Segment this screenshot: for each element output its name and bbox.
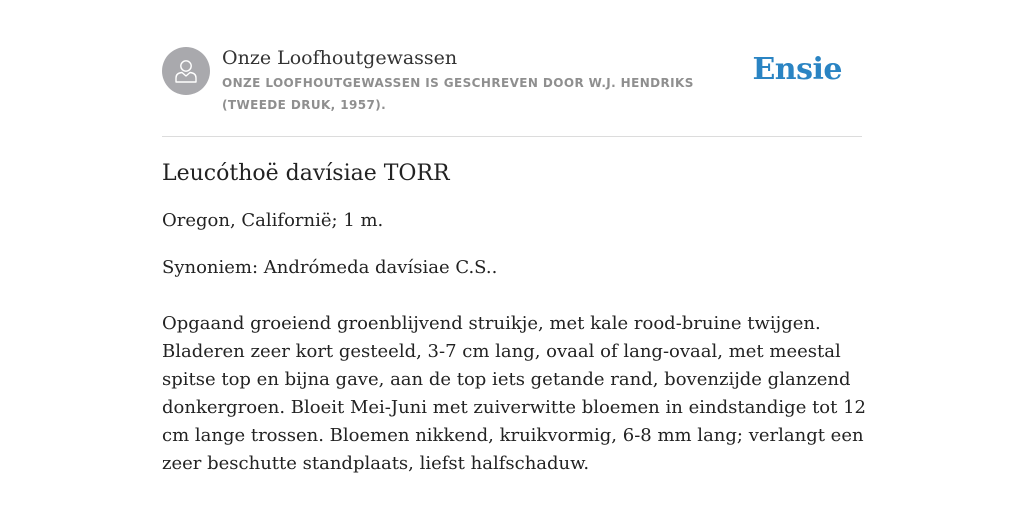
avatar[interactable]	[162, 47, 210, 95]
entry-description: Opgaand groeiend groenblijvend struikje, met kale rood-bruine twijgen. Bladeren zeer kort gesteeld, 3-7 cm lang, ovaal of lang-ovaal, met meestal spitse top en bijna gave, aan de top iets getande rand, bovenzijde glanzend donkergroen. Bloeit Mei-Juni met zuiverwitte bloemen in eindstandige tot 12 cm lange trossen. Bloemen nikkend, kruikvormig, 6-8 mm lang; verlangt een zeer beschutte standplaats, liefst halfschaduw.	[162, 313, 866, 474]
person-icon	[172, 57, 200, 85]
entry-origin: Oregon, Californië; 1 m.	[162, 210, 384, 231]
source-description: ONZE LOOFHOUTGEWASSEN IS GESCHREVEN DOOR W.J. HENDRIKS (TWEEDE DRUK, 1957).	[222, 76, 694, 112]
entry-title: Leucóthoë davísiae TORR	[162, 161, 450, 186]
source-title[interactable]: Onze Loofhoutgewassen	[222, 47, 458, 69]
entry-synonym: Synoniem: Andrómeda davísiae C.S..	[162, 257, 498, 278]
ensie-logo[interactable]: Ensie	[752, 52, 842, 87]
source-header	[162, 46, 862, 137]
entry-content	[162, 156, 867, 478]
